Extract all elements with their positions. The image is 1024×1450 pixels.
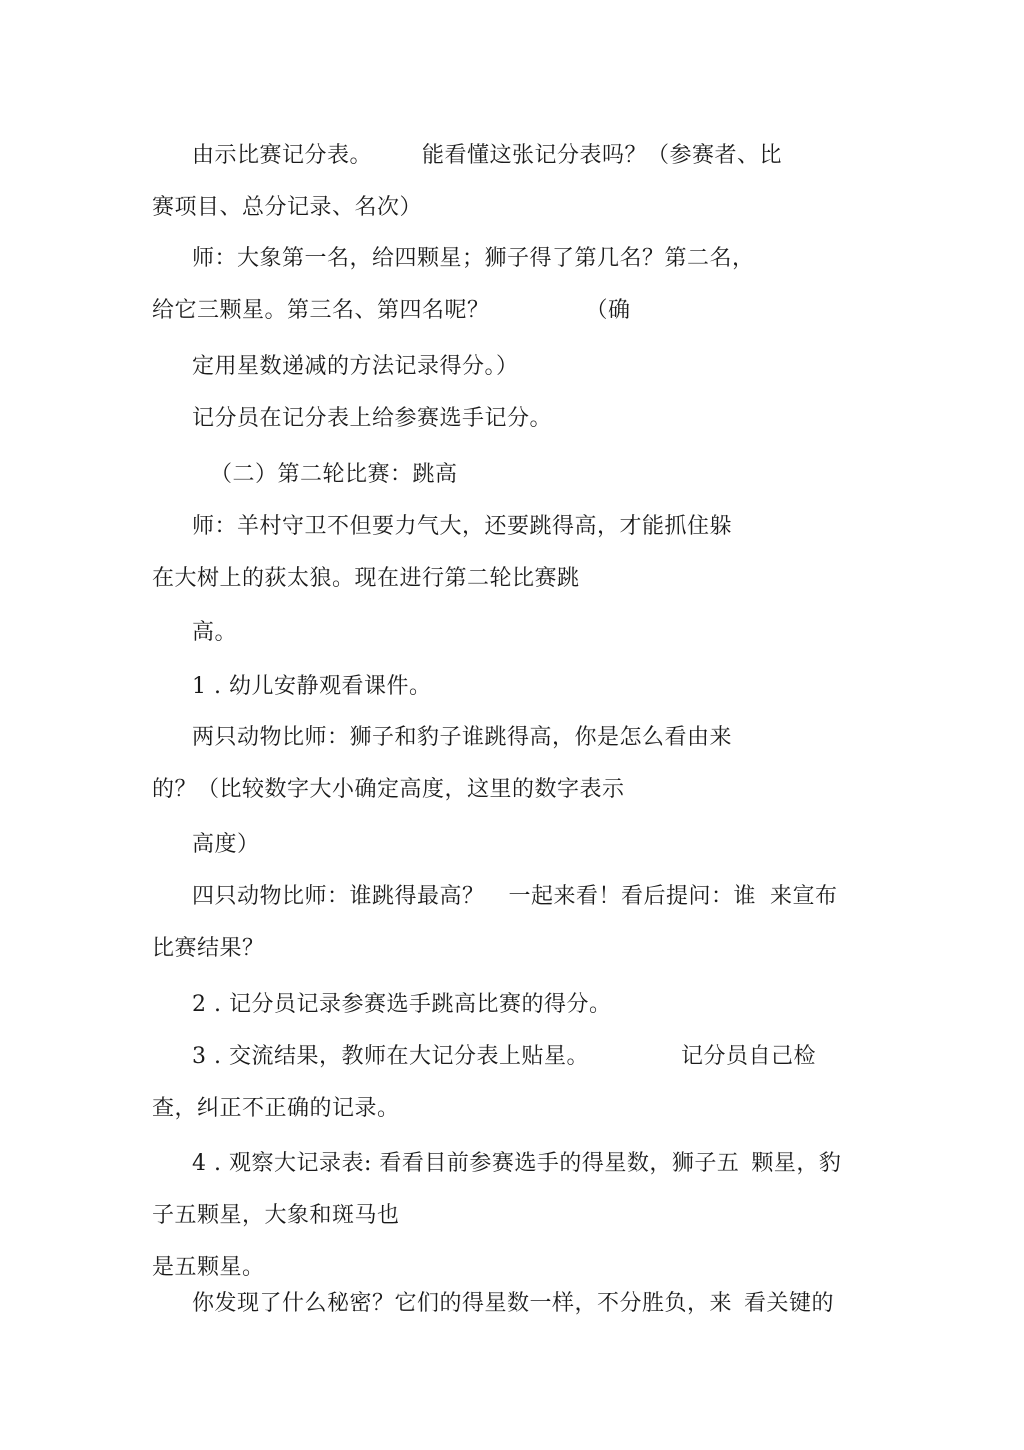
text-segment: 定用星数递减的方法记录得分。） xyxy=(192,354,519,379)
text-line xyxy=(192,352,519,382)
text-segment: （确 xyxy=(585,298,631,323)
text-line xyxy=(192,672,431,702)
text-segment: 记分员在记分表上给参赛选手记分。 xyxy=(192,406,553,431)
text-line xyxy=(192,1289,834,1319)
text-segment: 师：羊村守卫不但要力气大，还要跳得高，才能抓住躲 xyxy=(192,514,733,539)
text-line xyxy=(152,296,631,326)
text-segment: 1 . 幼儿安静观看课件。 xyxy=(192,674,432,699)
text-line xyxy=(192,1042,816,1072)
text-line xyxy=(152,1094,400,1124)
text-segment: 师：大象第一名，给四颗星；狮子得了第几名？第二名， xyxy=(192,246,755,271)
text-segment: 3 . 交流结果，教师在大记分表上贴星。 xyxy=(192,1044,589,1069)
text-segment: 赛项目、总分记录、名次） xyxy=(152,195,423,220)
text-segment: 子五颗星，大象和斑马也 xyxy=(152,1203,400,1228)
text-segment: 的？（比较数字大小确定高度，这里的数字表示 xyxy=(152,777,625,802)
text-line xyxy=(152,564,580,594)
text-segment: 查，纠正不正确的记录。 xyxy=(152,1096,400,1121)
text-line xyxy=(152,934,265,964)
text-segment: 在大树上的荻太狼。现在进行第二轮比赛跳 xyxy=(152,566,580,591)
text-segment: 看关键的 xyxy=(744,1291,835,1316)
text-line xyxy=(192,618,237,648)
text-segment: 能看懂这张记分表吗？（参赛者、比 xyxy=(422,143,783,168)
text-segment: 颗星，豹 xyxy=(751,1151,842,1176)
text-segment: 你发现了什么秘密？它们的得星数一样，不分胜负，来 xyxy=(192,1291,733,1316)
text-segment: 记分员自己检 xyxy=(680,1044,816,1069)
text-line xyxy=(192,141,782,171)
text-segment: 来宣布 xyxy=(770,884,838,909)
text-segment: 2 . 记分员记录参赛选手跳高比赛的得分。 xyxy=(192,992,612,1017)
text-line xyxy=(192,512,732,542)
text-line xyxy=(152,1201,400,1231)
text-line xyxy=(192,1149,841,1179)
text-segment: 4 . 观察大记录表: 看看目前参赛选手的得星数，狮子五 xyxy=(192,1151,740,1176)
text-line xyxy=(152,775,625,805)
text-line xyxy=(152,1253,265,1283)
text-segment: 是五颗星。 xyxy=(152,1255,265,1280)
text-segment: 高。 xyxy=(192,620,238,645)
text-segment: 比赛结果？ xyxy=(152,936,265,961)
text-line xyxy=(192,404,552,434)
text-line xyxy=(192,244,755,274)
text-segment: 由示比赛记分表。 xyxy=(192,143,373,168)
text-segment: 给它三颗星。第三名、第四名呢？ xyxy=(152,298,490,323)
text-segment: （二）第二轮比赛：跳高 xyxy=(210,462,458,487)
text-line xyxy=(192,882,838,912)
text-line xyxy=(192,990,611,1020)
text-segment: 四只动物比师：谁跳得最高？ xyxy=(192,884,485,909)
text-segment: 一起来看！看后提问：谁 xyxy=(508,884,757,909)
text-line xyxy=(152,193,422,223)
text-line xyxy=(192,723,732,753)
text-line xyxy=(192,830,260,860)
text-segment: 两只动物比师：狮子和豹子谁跳得高，你是怎么看由来 xyxy=(192,725,733,750)
section-heading xyxy=(210,460,458,490)
text-segment: 高度） xyxy=(192,832,260,857)
